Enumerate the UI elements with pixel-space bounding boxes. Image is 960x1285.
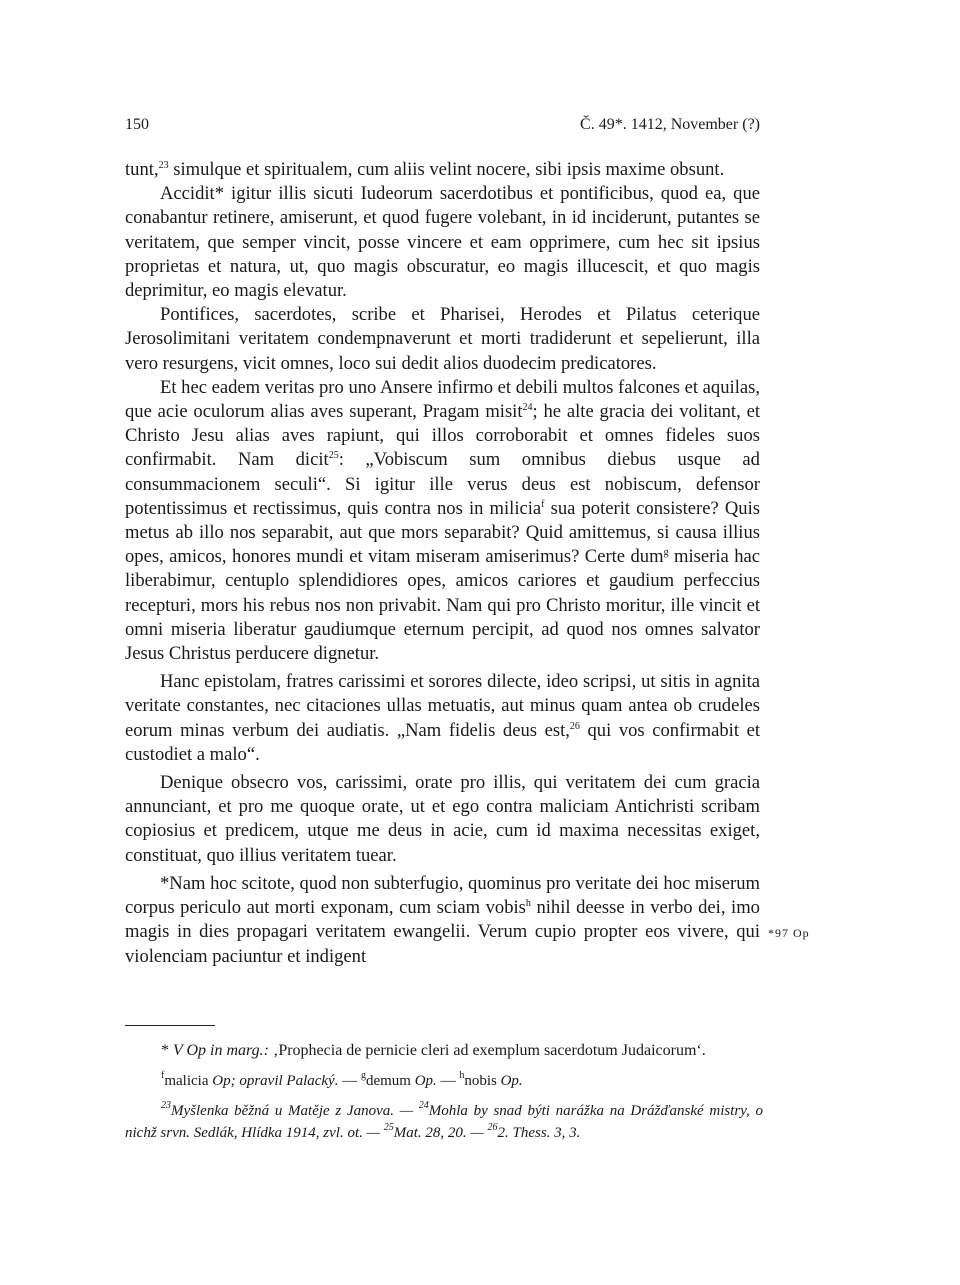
- variant-ref: f: [541, 498, 545, 510]
- paragraph: Hanc epistolam, fratres carissimi et sorores dilecte, ideo scripsi, ut sitis in agnita veritate constantes, nec citaciones ullas metuatis, aut minus quam antea ob crudeles eorum minas verbum dei audiatis. „Nam fidelis deus est,$^{26}$ qui vos confirmabit et custodiet a malo“.: [125, 671, 760, 765]
- footnote-ref: 24: [522, 402, 533, 414]
- paragraph: Pontifices, sacerdotes, scribe et Pharisei, Herodes et Pilatus ceterique Jerosolimitani veritatem condempnaverunt et morti tradiderunt et sepelierunt, illa vero resurgens, vicit omnes, loco sui dedit alios duodecim predicatores.: [125, 304, 760, 374]
- variant-ref: h: [525, 898, 531, 910]
- paragraph: Accidit* igitur illis sicuti Iudeorum sacerdotibus et pontificibus, quod ea, que conabantur retinere, amiserunt, et quod fugere volebant, in id inciderunt, putantes se veritatem, que semper vincit, posse vincere et eam opprimere, cum hec sit ipsius proprietas et natura, ut, quo magis obscuratur, eo magis illucescit, et quo magis deprimitur, eo magis elevatur.: [125, 183, 760, 302]
- apparatus-variants: $^f$malicia Op; opravil Palacký. — $^g$demum Op. — $^h$nobis Op.: [161, 1070, 523, 1089]
- footnote-ref: 26: [569, 720, 580, 732]
- variant-ref: g: [663, 547, 669, 559]
- paragraph: Et hec eadem veritas pro uno Ansere infirmo et debili multos falcones et aquilas, que acie oculorum alias aves superant, Pragam misit$^{24}$; he alte gracia dei volitant, et Christo Jesu alias aves rapiunt, qui illos corroborabit et omnes fideles suos confirmabit. Nam dicit$^{25}$: „Vobiscum sum omnibus diebus usque ad consummacionem seculi“. Si igitur ille verus deus est nobiscum, defensor potentissimus et rectissimus, quis contra nos in milicia$^f$ sua poterit consistere? Quis metus ab illo nos separabit, aut que mors separabit? Quid amittemus, si causa illius opes, amicos, honores mundi et vitam miseram amiserimus? Certe dum$^g$ miseria hac liberabimur, centuplo splendidiores opes, amicos cariores et gaudium perfeccius recepturi, mors his rebus nos non privabit. Nam qui pro Christo moritur, ille vincit et omni miseria liberatur gaudiumque eternum percipit, ad quod nos omnes salvator Jesus Christus perducere dignetur.: [125, 376, 761, 665]
- paragraph: Denique obsecro vos, carissimi, orate pro illis, qui veritatem dei cum gracia annunciant, et pro me quoque orate, ut et ego contra maliciam Antichristi scribam copiosius et predicem, utque me deus in acie, cum id maxima necessitas exiget, constituat, quo illius veritatem tuear.: [125, 772, 760, 866]
- page-number: 150: [125, 116, 149, 133]
- apparatus-note: * V Op in marg.: ‚Prophecia de pernicie cleri ad exemplum sacerdotum Judaicorum‘.: [161, 1042, 706, 1059]
- footnotes: [125, 1040, 763, 1144]
- footnote-ref: 25: [328, 450, 339, 462]
- footnote-ref: 23: [158, 160, 169, 171]
- paragraph: *Nam hoc scitote, quod non subterfugio, quominus pro veritate dei hoc miserum corpus periculo aut morti exponam, cum sciam vobis$^h$ nihil deesse in verbo dei, imo magis in dies propagari veritatem ewangelii. Verum cupio propter eos vivere, qui violenciam paciuntur et indigent: [125, 872, 760, 967]
- footnote-divider: [125, 1025, 215, 1026]
- commentary-notes: $^{23}$Myšlenka běžná u Matěje z Janova. — $^{24}$Mohla by snad býti narážka na Drážďanské mistry, o nichž srvn. Sedlák, Hlídka 1914, zvl. ot. — $^{25}$Mat. 28, 20. — $^{26}$2. Thess. 3, 3.: [125, 1100, 763, 1141]
- paragraph: tunt,$^{23}$ simulque et spiritualem, cum aliis velint nocere, sibi ipsis maxime obsunt.: [125, 159, 725, 180]
- margin-folio-note: *97 Op: [768, 926, 810, 940]
- letter-text: [125, 158, 760, 969]
- running-title: Č. 49*. 1412, November (?): [580, 116, 760, 133]
